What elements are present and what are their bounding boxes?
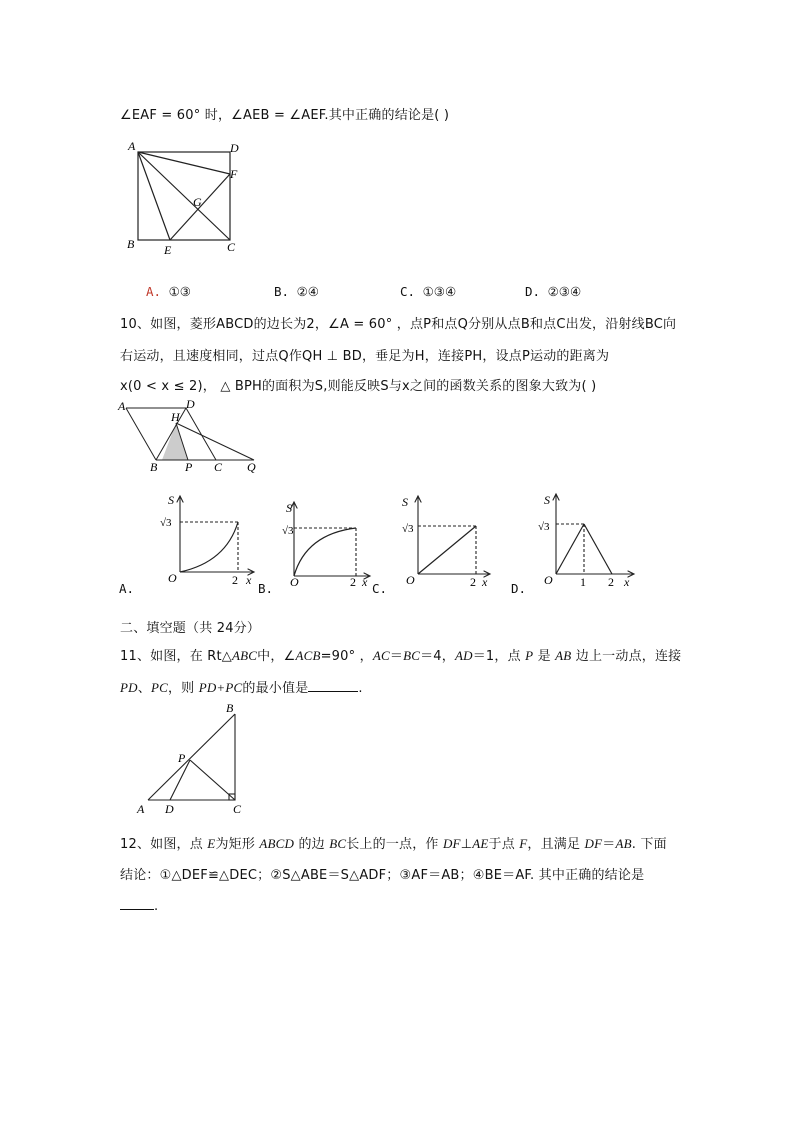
q9-option-a-letter: A. xyxy=(146,284,162,299)
q10-option-a[interactable]: A. xyxy=(119,581,135,596)
q9-option-a-text: ①③ xyxy=(168,284,192,299)
q10-graph-b-s-label: S xyxy=(286,501,292,515)
q10-graph-d-x-label: x xyxy=(624,575,630,589)
q9-label-F: F xyxy=(230,167,238,181)
q11-text-line1: 11、如图，在 Rt△ABC中，∠ACB=90° ，AC＝BC＝4，AD＝1，点 P 是 AB 边上一动点，连接 xyxy=(120,648,682,664)
q11-label-C: C xyxy=(233,802,242,816)
q10-graph-b-x-label: x xyxy=(362,575,368,589)
q10-graph-a xyxy=(146,490,258,590)
q10-label-B: B xyxy=(150,460,158,473)
q10-label-A: A xyxy=(118,399,126,413)
q10-option-c[interactable]: C. xyxy=(372,581,388,596)
q11-label-P: P xyxy=(178,751,186,765)
q11-triangle-figure xyxy=(132,700,252,818)
q10-graph-a-s-label: S xyxy=(168,493,174,507)
q11-label-D: D xyxy=(165,802,174,816)
q9-square-figure xyxy=(120,138,250,258)
q10-text-line2: 右运动，且速度相同，过点Q作QH ⊥ BD，垂足为H，连接PH，设点P运动的距离为 xyxy=(120,349,610,364)
q10-label-P: P xyxy=(185,460,193,473)
q10-label-D: D xyxy=(186,398,195,411)
q10-graph-a-sqrt3-label: √3 xyxy=(160,517,172,529)
q10-graph-b-sqrt3-label: √3 xyxy=(282,525,294,537)
q10-graph-a-x-label: x xyxy=(246,573,252,587)
q10-graph-c-2-label: 2 xyxy=(470,575,476,588)
q9-label-E: E xyxy=(164,243,172,257)
q10-graph-d-s-label: S xyxy=(544,493,550,507)
q9-option-d-text: ②③④ xyxy=(547,284,582,299)
q9-label-D: D xyxy=(230,141,239,155)
q10-graph-c-s-label: S xyxy=(402,495,408,509)
q9-text-line: ∠EAF = 60° 时，∠AEB = ∠AEF.其中正确的结论是( ) xyxy=(120,108,450,123)
q10-graph-d-2-label: 2 xyxy=(608,575,614,589)
q9-option-a[interactable] xyxy=(146,284,191,299)
q10-rhombus-figure xyxy=(116,398,266,473)
q10-graph-d xyxy=(530,488,640,590)
q10-graph-b xyxy=(276,496,376,592)
q12-answer-blank[interactable] xyxy=(120,897,154,910)
section-title-fill-in: 二、填空题（共 24分） xyxy=(120,621,261,636)
q10-graph-c-o-label: O xyxy=(406,573,415,587)
q10-label-Q: Q xyxy=(247,460,256,473)
q10-graph-d-1-label: 1 xyxy=(580,575,586,589)
q9-option-d[interactable] xyxy=(525,284,581,299)
q10-label-C: C xyxy=(214,460,223,473)
q10-text-line3: x(0 < x ≤ 2)， △ BPH的面积为S,则能反映S与x之间的函数关系的图象大致为( ) xyxy=(120,379,597,394)
q12-text-line3: . xyxy=(120,897,158,914)
q10-graph-d-o-label: O xyxy=(544,573,553,587)
q11-text-line2: PD、PC，则 PD+PC的最小值是 . xyxy=(120,680,363,696)
q12-text-line2: 结论：①△DEF≌△DEC；②S△ABE＝S△ADF；③AF＝AB；④BE＝AF. 其中正确的结论是 xyxy=(120,868,645,883)
q9-option-b-letter: B. xyxy=(274,284,290,299)
q9-label-A: A xyxy=(128,139,136,153)
q11-label-B: B xyxy=(226,701,234,715)
q10-graph-c-sqrt3-label: √3 xyxy=(402,523,414,535)
q9-label-C: C xyxy=(227,240,236,254)
q9-option-d-letter: D. xyxy=(525,284,541,299)
q10-graph-b-o-label: O xyxy=(290,575,299,589)
q10-graph-b-2-label: 2 xyxy=(350,575,356,589)
q10-graph-a-2-label: 2 xyxy=(232,573,238,587)
q12-text-line1: 12、如图，点 E为矩形 ABCD 的边 BC长上的一点，作 DF⊥AE于点 F，且满足 DF＝AB. 下面 xyxy=(120,836,667,852)
q9-label-G: G xyxy=(193,195,202,209)
q9-label-B: B xyxy=(127,237,135,251)
q10-text-line1: 10、如图，菱形ABCD的边长为2，∠A = 60° ，点P和点Q分别从点B和点C出发，沿射线BC向 xyxy=(120,317,677,332)
q9-option-b[interactable] xyxy=(274,284,319,299)
q9-option-c-letter: C. xyxy=(400,284,416,299)
q10-graph-d-sqrt3-label: √3 xyxy=(538,521,550,533)
q10-graph-a-o-label: O xyxy=(168,571,177,585)
q9-option-c-text: ①③④ xyxy=(422,284,457,299)
q10-option-d[interactable]: D. xyxy=(511,581,527,596)
q9-option-b-text: ②④ xyxy=(296,284,320,299)
q11-answer-blank[interactable] xyxy=(308,679,358,692)
q10-option-b[interactable]: B. xyxy=(258,581,274,596)
q11-label-A: A xyxy=(137,802,145,816)
q10-graph-c xyxy=(392,490,492,588)
q10-label-H: H xyxy=(171,410,180,424)
q10-graph-c-x-label: x xyxy=(482,575,488,588)
q9-option-c[interactable] xyxy=(400,284,456,299)
